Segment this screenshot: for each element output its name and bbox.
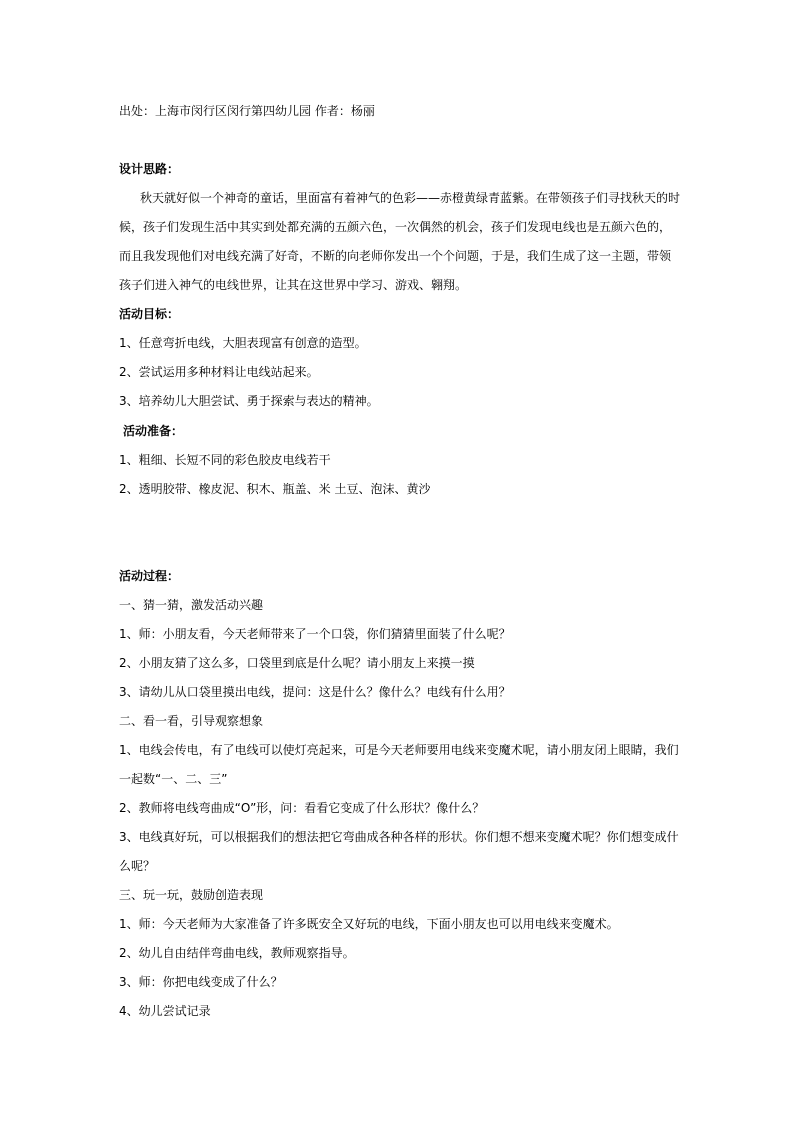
design-text-line: 候，孩子们发现生活中其实到处都充满的五颜六色，一次偶然的机会，孩子们发现电线也是五颜六色的， xyxy=(119,220,672,234)
process-line: 2、小朋友猜了这么多，口袋里到底是什么呢？请小朋友上来摸一摸 xyxy=(119,656,475,670)
prep-item: 2、透明胶带、橡皮泥、积木、瓶盖、米 土豆、泡沫、黄沙 xyxy=(119,482,431,496)
process-heading: 活动过程： xyxy=(119,569,180,583)
design-heading: 设计思路： xyxy=(119,162,180,176)
process-section-title: 二、看一看，引导观察想象 xyxy=(119,714,264,728)
process-line: 1、电线会传电，有了电线可以使灯亮起来，可是今天老师要用电线来变魔术呢，请小朋友闭上眼睛，我们 xyxy=(119,743,679,757)
process-line: 3、请幼儿从口袋里摸出电线，提问：这是什么？像什么？电线有什么用？ xyxy=(119,685,511,699)
goal-item: 3、培养幼儿大胆尝试、勇于探索与表达的精神。 xyxy=(119,394,379,408)
goal-item: 1、任意弯折电线，大胆表现富有创意的造型。 xyxy=(119,336,367,350)
goal-item: 2、尝试运用多种材料让电线站起来。 xyxy=(119,365,319,379)
design-text-line: 孩子们进入神气的电线世界，让其在这世界中学习、游戏、翱翔。 xyxy=(119,278,468,292)
process-line: 3、电线真好玩，可以根据我们的想法把它弯曲成各种各样的形状。你们想不想来变魔术呢？你们想变成什 xyxy=(119,830,679,844)
prep-heading: 活动准备： xyxy=(123,424,184,438)
process-line: 4、幼儿尝试记录 xyxy=(119,1004,211,1018)
process-section-title: 一、猜一猜，激发活动兴趣 xyxy=(119,598,264,612)
source-line: 出处：上海市闵行区闵行第四幼儿园 作者：杨丽 xyxy=(119,104,375,118)
design-text-line: 秋天就好似一个神奇的童话，里面富有着神气的色彩——赤橙黄绿青蓝紫。在带领孩子们寻找秋天的时 xyxy=(140,191,681,205)
design-text-line: 而且我发现他们对电线充满了好奇，不断的向老师你发出一个个问题，于是，我们生成了这一主题，带领 xyxy=(119,249,672,263)
process-line: 2、幼儿自由结伴弯曲电线，教师观察指导。 xyxy=(119,946,355,960)
goals-heading: 活动目标： xyxy=(119,307,180,321)
prep-item: 1、粗细、长短不同的彩色胶皮电线若干 xyxy=(119,453,331,467)
process-section-title: 三、玩一玩，鼓励创造表现 xyxy=(119,888,264,902)
process-line: 一起数“一、二、三” xyxy=(119,772,228,786)
process-line: 1、师：今天老师为大家准备了许多既安全又好玩的电线，下面小朋友也可以用电线来变魔术。 xyxy=(119,917,619,931)
process-line: 3、师：你把电线变成了什么？ xyxy=(119,975,283,989)
process-line: 么呢？ xyxy=(119,859,156,873)
process-line: 2、教师将电线弯曲成“O”形，问：看看它变成了什么形状？像什么？ xyxy=(119,801,485,815)
process-line: 1、师：小朋友看，今天老师带来了一个口袋，你们猜猜里面装了什么呢？ xyxy=(119,627,511,641)
